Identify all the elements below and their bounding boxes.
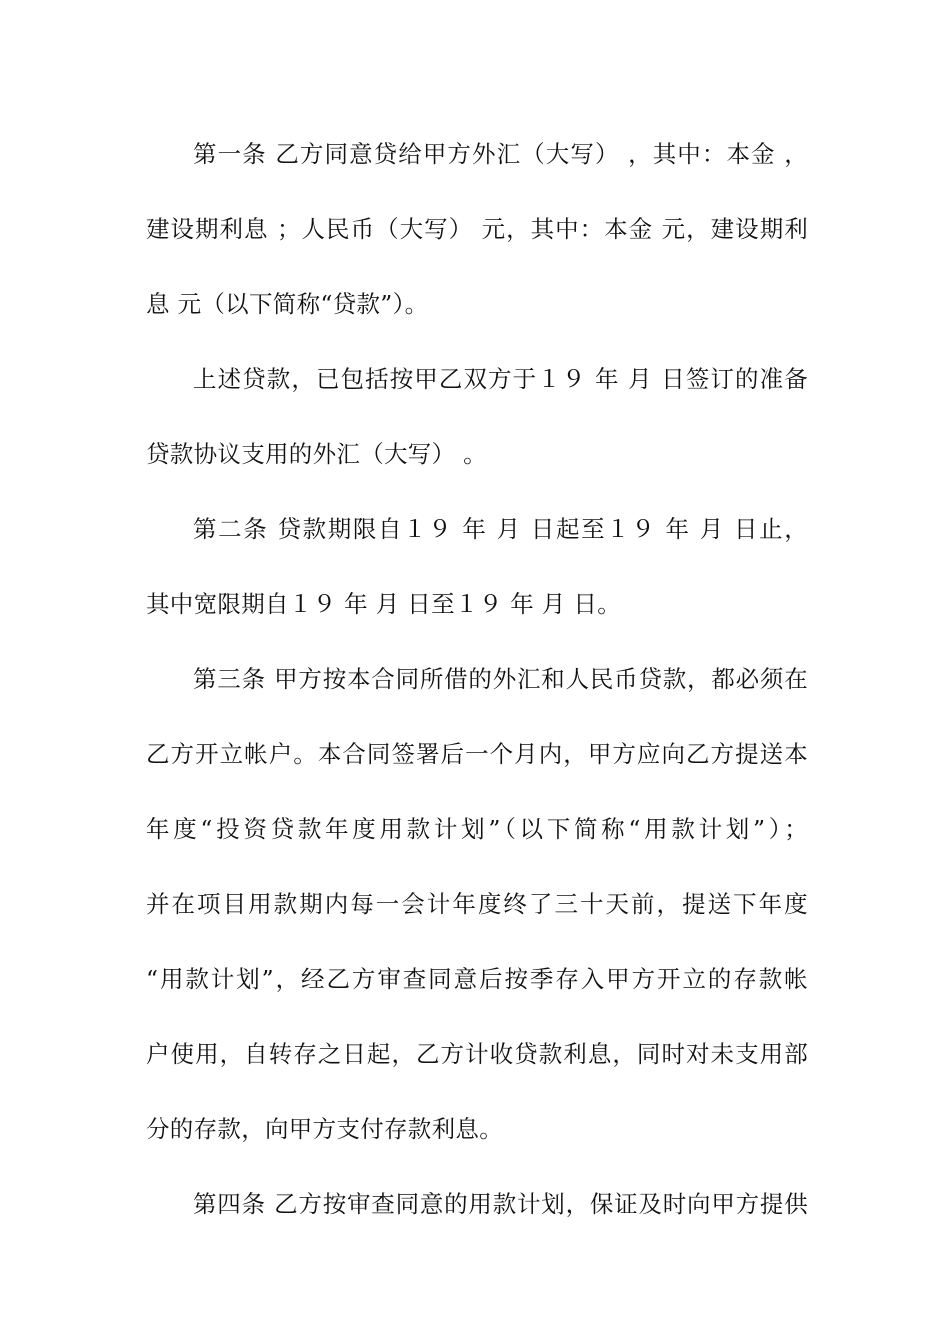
text-line: 建设期利息 ；人民币（大写） 元，其中：本金 元，建设期利	[146, 215, 808, 243]
text-line: 息 元（以下简称“贷款”）。	[146, 290, 429, 318]
text-line: 贷款协议支用的外汇（大写） 。	[146, 440, 487, 468]
text-line: 其中宽限期自１９ 年 月 日至１９ 年 月 日。	[146, 590, 622, 618]
text-line: 第四条 乙方按审查同意的用款计划，保证及时向甲方提供	[193, 1190, 808, 1218]
text-line: 第二条 贷款期限自１９ 年 月 日起至１９ 年 月 日止，	[193, 515, 808, 543]
text-line: 上述贷款，已包括按甲乙双方于１９ 年 月 日签订的准备	[193, 365, 808, 393]
text-line: 户使用，自转存之日起，乙方计收贷款利息，同时对未支用部	[146, 1040, 808, 1068]
text-line: 分的存款，向甲方支付存款利息。	[146, 1115, 503, 1143]
text-line: 并在项目用款期内每一会计年度终了三十天前，提送下年度	[146, 890, 808, 918]
text-line: 乙方开立帐户。本合同签署后一个月内，甲方应向乙方提送本	[146, 740, 808, 768]
text-line: 第一条 乙方同意贷给甲方外汇（大写） ，其中：本金 ，	[193, 140, 808, 168]
text-line: “用款计划”，经乙方审查同意后按季存入甲方开立的存款帐	[146, 965, 808, 993]
text-line: 第三条 甲方按本合同所借的外汇和人民币贷款，都必须在	[193, 665, 808, 693]
text-line: 年度“投资贷款年度用款计划”（以下简称“用款计划”）；	[146, 815, 808, 843]
